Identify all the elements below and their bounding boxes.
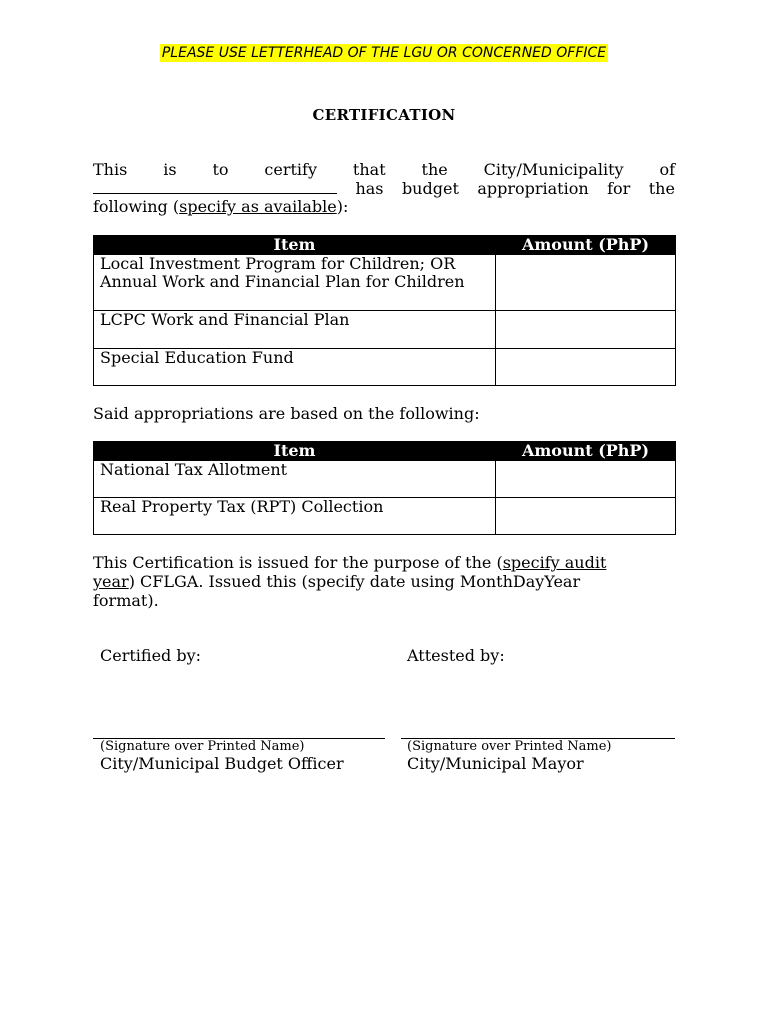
intro-paragraph	[93, 161, 675, 217]
letterhead-note	[0, 42, 768, 61]
lgu-name-blank	[93, 180, 337, 194]
intro-word: the	[648, 178, 675, 198]
item-cell: Real Property Tax (RPT) Collection	[94, 498, 496, 535]
intro-text: following (	[93, 197, 180, 216]
intro-word: the	[421, 160, 448, 179]
purpose-text: This Certification is issued for the purpose of the (	[93, 553, 503, 572]
amount-cell[interactable]	[496, 349, 676, 386]
item-cell: LCPC Work and Financial Plan	[94, 311, 496, 349]
purpose-paragraph	[93, 553, 653, 610]
purpose-text: ) CFLGA. Issued this (specify date using MonthDayYear	[128, 572, 581, 591]
specify-note: specify as available	[179, 197, 337, 216]
intro-word: certify	[264, 160, 318, 179]
intro-word: appropriation	[477, 178, 589, 198]
table-header-row	[94, 236, 676, 255]
budget-officer-role: City/Municipal Budget Officer	[100, 754, 344, 773]
intro-word: to	[212, 160, 229, 179]
table-row	[94, 311, 676, 349]
table-header-row	[94, 442, 676, 461]
table-row	[94, 461, 676, 498]
appropriation-table	[93, 235, 676, 386]
item-text: Local Investment Program for Children; OR	[100, 254, 456, 273]
item-cell: Special Education Fund	[94, 349, 496, 386]
intro-word: City/Municipality	[483, 160, 624, 179]
based-on-text: Said appropriations are based on the following:	[93, 404, 480, 423]
basis-table	[93, 441, 676, 535]
certified-by-label: Certified by:	[100, 646, 202, 665]
header-amount: Amount (PhP)	[496, 236, 676, 255]
item-cell	[94, 255, 496, 311]
amount-cell[interactable]	[496, 498, 676, 535]
intro-text: ):	[336, 197, 349, 216]
amount-cell[interactable]	[496, 461, 676, 498]
specify-year-note: year	[93, 572, 129, 591]
mayor-role: City/Municipal Mayor	[407, 754, 584, 773]
amount-cell[interactable]	[496, 311, 676, 349]
attested-by-label: Attested by:	[407, 646, 505, 665]
intro-word: has	[355, 178, 384, 198]
letterhead-note-text: PLEASE USE LETTERHEAD OF THE LGU OR CONCERNED OFFICE	[161, 45, 607, 61]
document-title: CERTIFICATION	[312, 106, 456, 124]
header-amount: Amount (PhP)	[496, 442, 676, 461]
intro-word: budget	[401, 178, 459, 198]
intro-word: for	[607, 178, 631, 198]
header-item: Item	[94, 442, 496, 461]
specify-year-note: specify audit	[502, 553, 607, 572]
intro-word: that	[352, 160, 386, 179]
amount-cell[interactable]	[496, 255, 676, 311]
intro-line-1	[93, 161, 675, 180]
intro-line-2	[93, 180, 675, 199]
table-row	[94, 255, 676, 311]
intro-word: This	[93, 160, 128, 179]
item-text: Annual Work and Financial Plan for Children	[100, 272, 465, 291]
table-row	[94, 349, 676, 386]
intro-word: is	[163, 160, 177, 179]
header-item: Item	[94, 236, 496, 255]
table-row	[94, 498, 676, 535]
right-signature-caption: (Signature over Printed Name)	[407, 739, 612, 754]
item-cell: National Tax Allotment	[94, 461, 496, 498]
purpose-text: format).	[93, 591, 159, 610]
intro-word: of	[659, 160, 675, 179]
intro-line-3	[93, 198, 675, 217]
left-signature-caption: (Signature over Printed Name)	[100, 739, 305, 754]
